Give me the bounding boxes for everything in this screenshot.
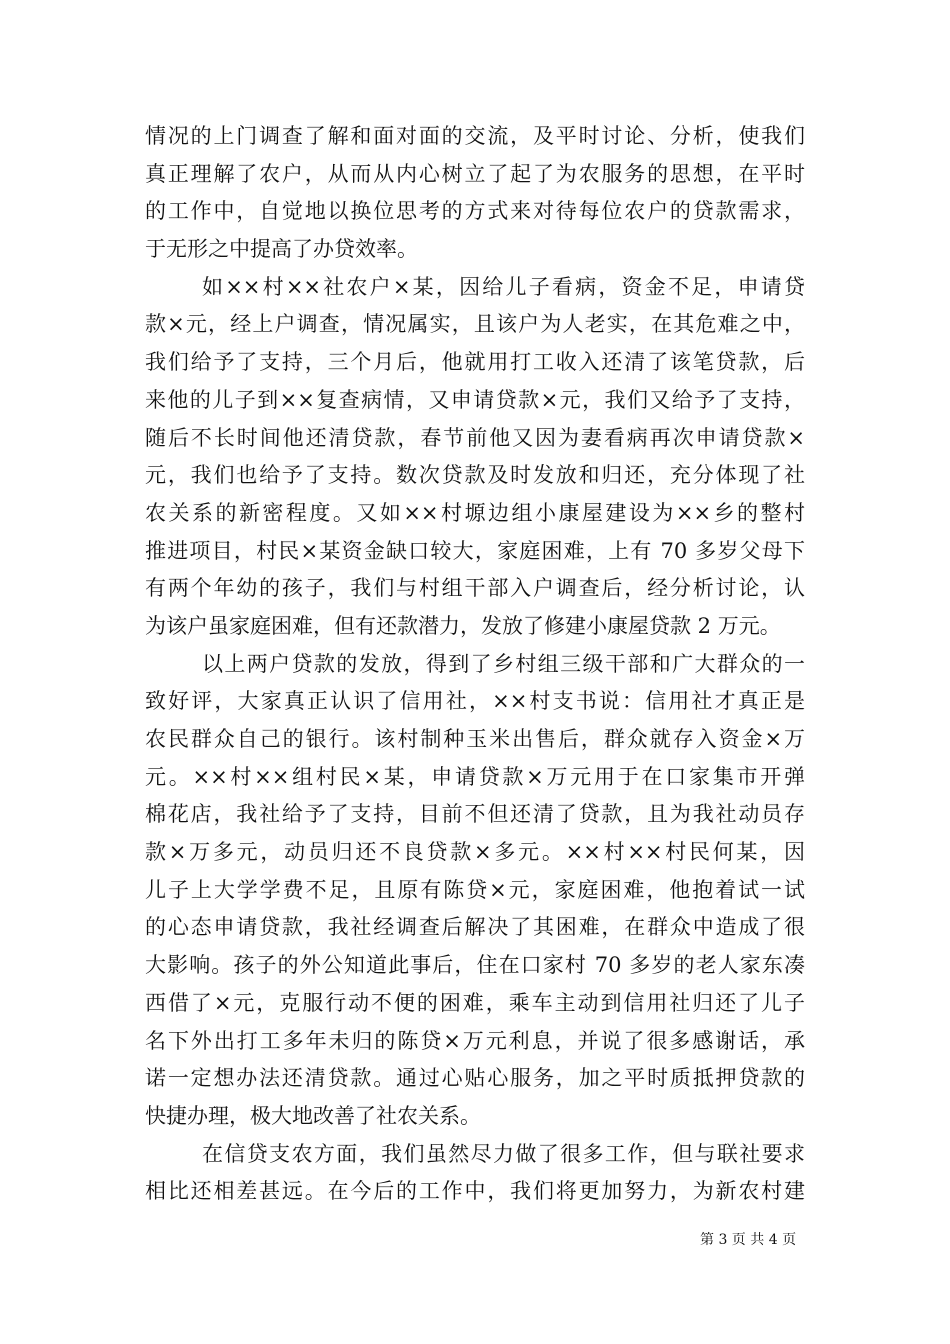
text-line: 的心态申请贷款，我社经调查后解决了其困难，在群众中造成了很 xyxy=(145,915,805,940)
text-line: 推进项目，村民×某资金缺口较大，家庭困难，上有 70 多岁父母下 xyxy=(145,538,805,563)
text-line: 快捷办理，极大地改善了社农关系。 xyxy=(145,1103,481,1128)
text-line: 元。××村××组村民×某，申请贷款×万元用于在口家集市开弹 xyxy=(145,764,805,789)
text-line: 以上两户贷款的发放，得到了乡村组三级干部和广大群众的一 xyxy=(202,651,805,676)
text-line: 大影响。孩子的外公知道此事后，住在口家村 70 多岁的老人家东凑 xyxy=(145,953,805,978)
text-line: 如××村××社农户×某，因给儿子看病，资金不足，申请贷 xyxy=(202,274,805,299)
text-line: 来他的儿子到××复查病情，又申请贷款×元，我们又给予了支持， xyxy=(145,387,805,412)
text-line: 情况的上门调查了解和面对面的交流，及平时讨论、分析，使我们 xyxy=(145,124,805,148)
text-line: 真正理解了农户，从而从内心树立了起了为农服务的思想，在平时 xyxy=(145,161,805,186)
text-line: 的工作中，自觉地以换位思考的方式来对待每位农户的贷款需求， xyxy=(145,199,805,224)
text-line: 相比还相差甚远。在今后的工作中，我们将更加努力，为新农村建 xyxy=(145,1179,805,1204)
document-body xyxy=(145,118,805,1211)
text-line: 为该户虽家庭困难，但有还款潜力，发放了修建小康屋贷款 2 万元。 xyxy=(145,613,781,638)
text-line: 诺一定想办法还清贷款。通过心贴心服务，加之平时质抵押贷款的 xyxy=(145,1066,805,1091)
text-line: 西借了×元，克服行动不便的困难，乘车主动到信用社归还了儿子 xyxy=(145,990,805,1015)
text-line: 款×万多元，动员归还不良贷款×多元。××村××村民何某，因 xyxy=(145,840,805,865)
text-line: 棉花店，我社给予了支持，目前不但还清了贷款，且为我社动员存 xyxy=(145,802,805,827)
text-line: 我们给予了支持，三个月后，他就用打工收入还清了该笔贷款，后 xyxy=(145,350,805,375)
text-line: 随后不长时间他还清贷款，春节前他又因为妻看病再次申请贷款× xyxy=(145,425,805,450)
text-line: 致好评，大家真正认识了信用社，××村支书说：信用社才真正是 xyxy=(145,689,805,714)
page-number: 第 3 页 共 4 页 xyxy=(700,1232,797,1248)
text-line: 农关系的新密程度。又如××村塬边组小康屋建设为××乡的整村 xyxy=(145,500,805,525)
text-line: 款×元，经上户调查，情况属实，且该户为人老实，在其危难之中， xyxy=(145,312,805,337)
text-line: 有两个年幼的孩子，我们与村组干部入户调查后，经分析讨论，认 xyxy=(145,576,805,601)
text-line: 儿子上大学学费不足，且原有陈贷×元，家庭困难，他抱着试一试 xyxy=(145,877,805,902)
text-line: 在信贷支农方面，我们虽然尽力做了很多工作，但与联社要求 xyxy=(202,1141,805,1166)
text-line: 名下外出打工多年未归的陈贷×万元利息，并说了很多感谢话，承 xyxy=(145,1028,805,1053)
text-line: 农民群众自己的银行。该村制种玉米出售后，群众就存入资金×万 xyxy=(145,727,805,751)
text-line: 元，我们也给予了支持。数次贷款及时发放和归还，充分体现了社 xyxy=(145,463,805,488)
text-line: 于无形之中提高了办贷效率。 xyxy=(145,237,418,262)
